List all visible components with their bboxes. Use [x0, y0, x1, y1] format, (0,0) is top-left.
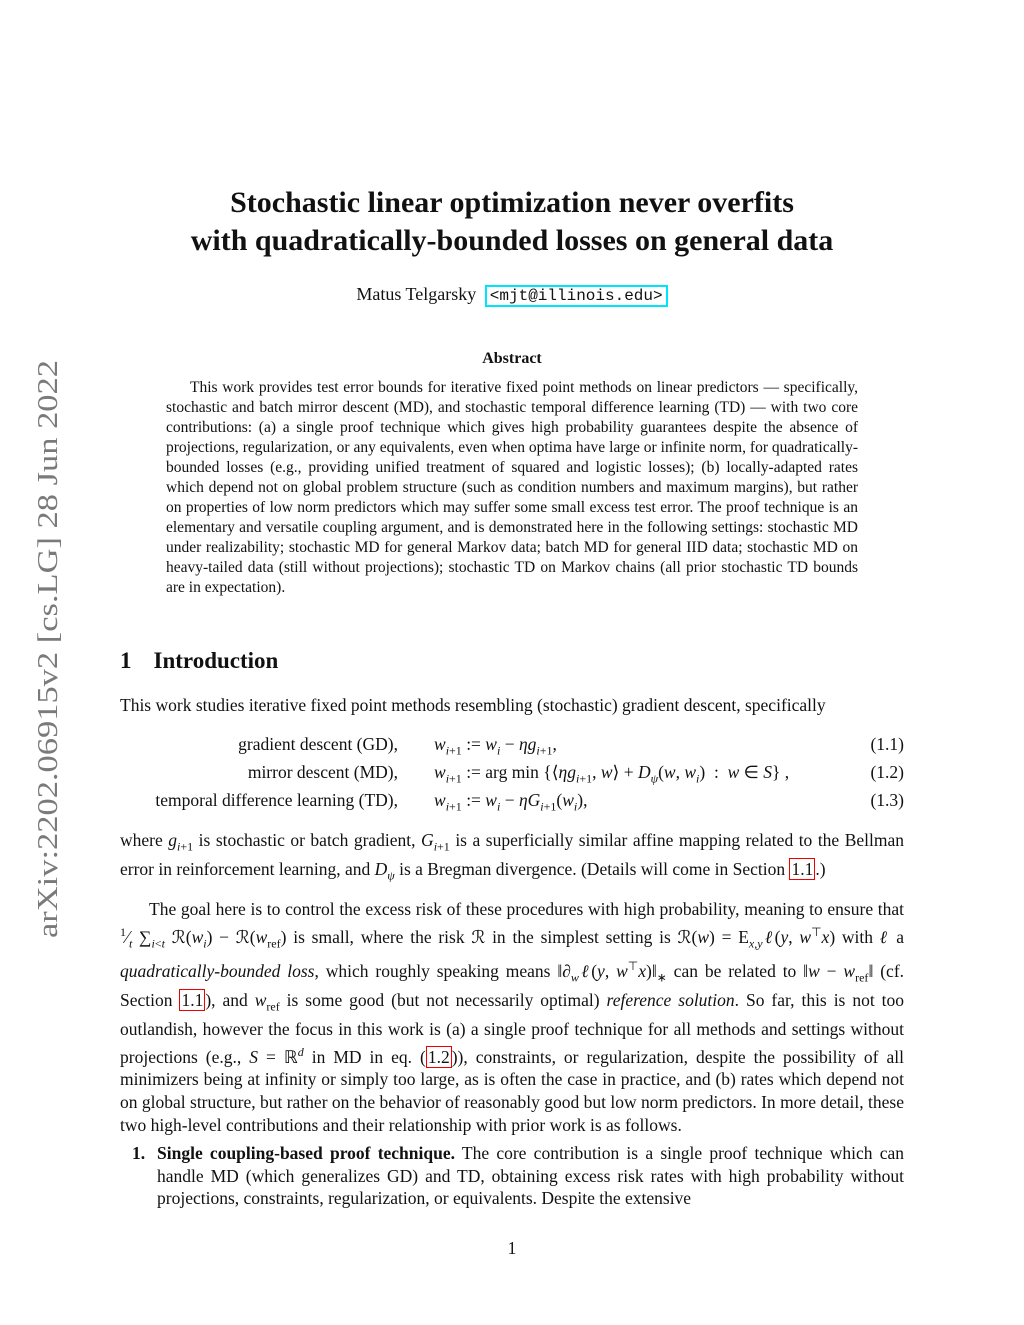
equation-gd: [120, 734, 904, 758]
paper-title: [120, 184, 904, 260]
title-line-2: with quadratically-bounded losses on general data: [190, 224, 834, 257]
author-line: [120, 284, 904, 307]
equation-number: (1.2): [870, 762, 904, 782]
intro-paragraph: This work studies iterative fixed point methods resembling (stochastic) gradient descent, specifically: [120, 695, 826, 715]
goal-paragraph: The goal here is to control the excess risk of these procedures with high probability, meaning to ensure that $^1⁄_t$ $\sum_{i<t}$ $ℛ(w_i)$ − $ℛ(w_{ref})$ is small, where the risk ℛ in the simplest setting is ℛ(w) = $E_{x,y}\ell(y$, w⊤x) with ℓ a quadratically-bounded loss, which roughly speaking means $‖\partial_w\ell(y$, $w^⊤x)‖_∗$ can be related to ‖w − $w_{ref}‖$ (cf. Section 1.1 ), and $w_{ref}$ is some good (but not necessarily optimal) reference solution. So far, this is not too outlandish, however the focus in this work is (a) a single proof technique for all methods and settings without projections (e.g., S = ℝ$^d$ in MD in eq. ( 1.2 )), constraints, or regularization, despite the possibility of all minimizers being at infinity or simply too large, as is often the case in practice, and (b) rates which depend not on global structure, but rather on the behavior of reasonably good but low norm predictors. In more detail, these two high-level contributions and their relationship with prior work is as follows.: [120, 899, 905, 1135]
equation-math: $w_{i+1}$ := arg $\min \{⟨\eta g_{i+1}$, w⟩ + $D_\psi(w$, $w_i$) : w ∈ S} ,: [434, 762, 790, 786]
section-heading: [120, 648, 278, 674]
equation-math: $w_{i+1}$ := $w_i - \eta g_{i+1}$,: [434, 734, 557, 758]
equation-td: [120, 790, 904, 814]
equation-label: mirror descent (MD),: [247, 762, 398, 782]
emphasis-quadratically-bounded-loss: quadratically-bounded loss: [120, 960, 315, 981]
equation-math: $w_{i+1}$ := $w_i - \eta G_{i+1}(w_i)$,: [434, 790, 588, 814]
contribution-list-item: [120, 1142, 904, 1210]
abstract-heading: Abstract: [482, 350, 542, 367]
section-link[interactable]: 1.1: [181, 989, 204, 1010]
section-link[interactable]: 1.1: [791, 859, 814, 880]
arxiv-identifier-stamp: [0, 0, 80, 1325]
contribution-text: The core contribution is a single proof technique which can handle MD (which generalizes GD) and TD, obtaining excess risk rates with high probability without projections, constraints, regularization, or equivalents. Despite the extensive: [157, 1143, 904, 1209]
list-marker: 1.: [132, 1143, 146, 1163]
author-name: Matus Telgarsky: [356, 284, 477, 304]
equation-label: temporal difference learning (TD),: [155, 790, 398, 810]
equation-md: [120, 762, 904, 786]
section-title: Introduction: [153, 648, 279, 673]
contribution-lead: Single coupling-based proof technique.: [157, 1143, 455, 1163]
equation-number: (1.1): [870, 734, 904, 754]
title-line-1: Stochastic linear optimization never overfits: [230, 186, 794, 219]
author-email-link[interactable]: <mjt@illinois.edu>: [485, 285, 668, 307]
equation-link[interactable]: 1.2: [427, 1046, 450, 1067]
emphasis-reference-solution: reference solution: [606, 989, 735, 1010]
equation-label: gradient descent (GD),: [238, 734, 398, 754]
section-number: 1: [120, 648, 132, 673]
abstract-body: This work provides test error bounds for iterative fixed point methods on linear predictors — specifically, stochastic and batch mirror descent (MD), and stochastic temporal difference learning (TD) — with two core contributions: (a) a single proof technique which gives high probability guarantees despite the absence of projections, regularization, or any equivalents, even when optima have large or infinite norm, for quadratically-bounded losses (e.g., providing unified treatment of squared and logistic losses); (b) locally-adapted rates which depend not on global problem structure (such as condition numbers and maximum margins), but rather on properties of low norm predictors which may suffer some small excess test error. The proof technique is an elementary and versatile coupling argument, and is demonstrated here in the following settings: stochastic MD under realizability; stochastic MD for general Markov data; batch MD for general IID data; stochastic MD on heavy-tailed data (still without projections); stochastic TD on Markov chains (all prior stochastic TD bounds are in expectation).: [166, 379, 858, 596]
arxiv-stamp-text: arXiv:2202.06915v2 [cs.LG] 28 Jun 2022: [32, 451, 64, 938]
equation-number: (1.3): [870, 790, 904, 810]
paragraph-after-equations: where $g_{i+1}$ is stochastic or batch gradient, $G_{i+1}$ is a superficially similar affine mapping related to the Bellman error in reinforcement learning, and $D_\psi$ is a Bregman divergence. (Details will come in Section 1.1 .): [120, 830, 904, 883]
page-number: 1: [507, 1238, 517, 1258]
